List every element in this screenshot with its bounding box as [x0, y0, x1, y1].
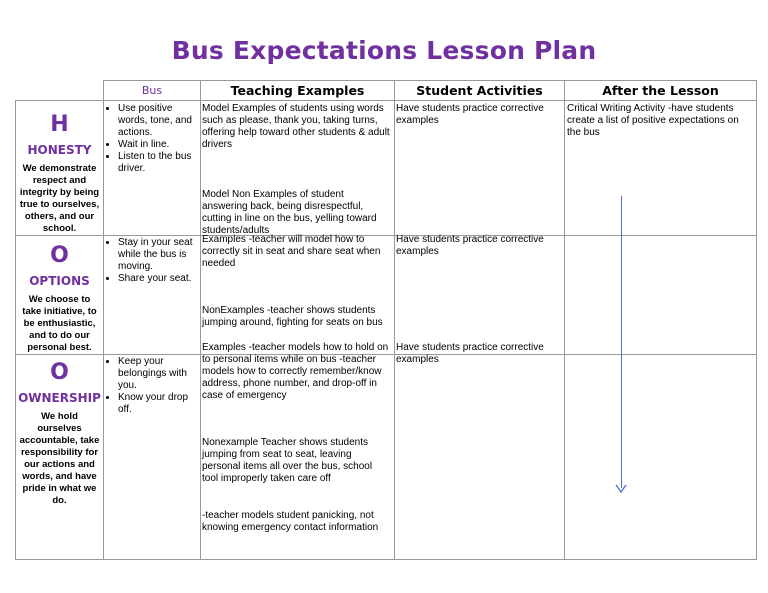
list-item: • Stay in your seat while the bus is moving.	[118, 237, 200, 273]
activity-text: Have students practice corrective examples	[396, 103, 544, 126]
value-word: OWNERSHIP	[18, 391, 101, 405]
value-cell-ownership	[16, 355, 104, 560]
teaching-text: Model Non Examples of student answering back, being disrespectful, cutting in line on the bus, yelling toward students/adults	[202, 189, 377, 236]
list-item: • Use positive words, tone, and actions.	[118, 103, 200, 139]
activity-text: Have students practice corrective examples	[396, 342, 544, 365]
after-cell	[565, 236, 757, 355]
page-title: Bus Expectations Lesson Plan	[171, 36, 597, 65]
after-text: Critical Writing Activity -have students create a list of positive expectations on the bus	[567, 103, 739, 138]
activities-header: Student Activities	[395, 81, 565, 101]
teaching-text: Examples -teacher will model how to correctly sit in seat and share seat when needed	[202, 234, 381, 269]
value-description: We demonstrate respect and integrity by being true to ourselves, others, and our school.	[19, 163, 100, 234]
bus-header: Bus	[104, 81, 201, 101]
down-arrow-line	[621, 196, 622, 488]
value-letter: O	[50, 243, 69, 268]
arrow-down-icon	[615, 482, 627, 494]
after-header: After the Lesson	[565, 81, 757, 101]
teaching-text: Examples -teacher models how to hold on to personal items while on bus -teacher models how to correctly remember/know address, phone number, and drop-off in case of emergency	[202, 342, 389, 401]
teaching-text: Nonexample Teacher shows students jumping from seat to seat, leaving personal items all over the bus, school tool improperly taken care off	[202, 437, 373, 484]
value-letter: O	[50, 360, 69, 385]
value-cell-honesty	[16, 101, 104, 236]
teaching-text: -teacher models student panicking, not knowing emergency contact information	[202, 510, 379, 533]
list-item: • Share your seat.	[118, 273, 200, 285]
teaching-text: Model Examples of students using words such as please, thank you, taking turns, offering help toward other students & adult drivers	[202, 103, 390, 150]
teaching-header: Teaching Examples	[201, 81, 395, 101]
corner-cell	[16, 81, 104, 101]
value-word: OPTIONS	[29, 274, 90, 288]
bus-cell	[104, 355, 201, 560]
teaching-text: NonExamples -teacher shows students jumping around, fighting for seats on bus	[202, 305, 383, 328]
value-description: We hold ourselves accountable, take responsibility for our actions and words, and have pride in what we do.	[19, 411, 100, 506]
list-item: • Wait in line.	[118, 139, 200, 151]
header-row	[16, 81, 757, 101]
activity-cell	[395, 355, 565, 560]
list-item: • Keep your belongings with you.	[118, 356, 200, 392]
bus-cell	[104, 101, 201, 236]
value-letter: H	[50, 112, 69, 137]
value-description: We choose to take initiative, to be enthusiastic, and to do our personal best.	[22, 294, 97, 353]
after-cell	[565, 355, 757, 560]
bus-cell	[104, 236, 201, 355]
list-item: • Listen to the bus driver.	[118, 151, 200, 175]
list-item: • Know your drop off.	[118, 392, 200, 416]
value-word: HONESTY	[27, 143, 92, 157]
value-cell-options	[16, 236, 104, 355]
activity-text: Have students practice corrective examples	[396, 234, 544, 257]
